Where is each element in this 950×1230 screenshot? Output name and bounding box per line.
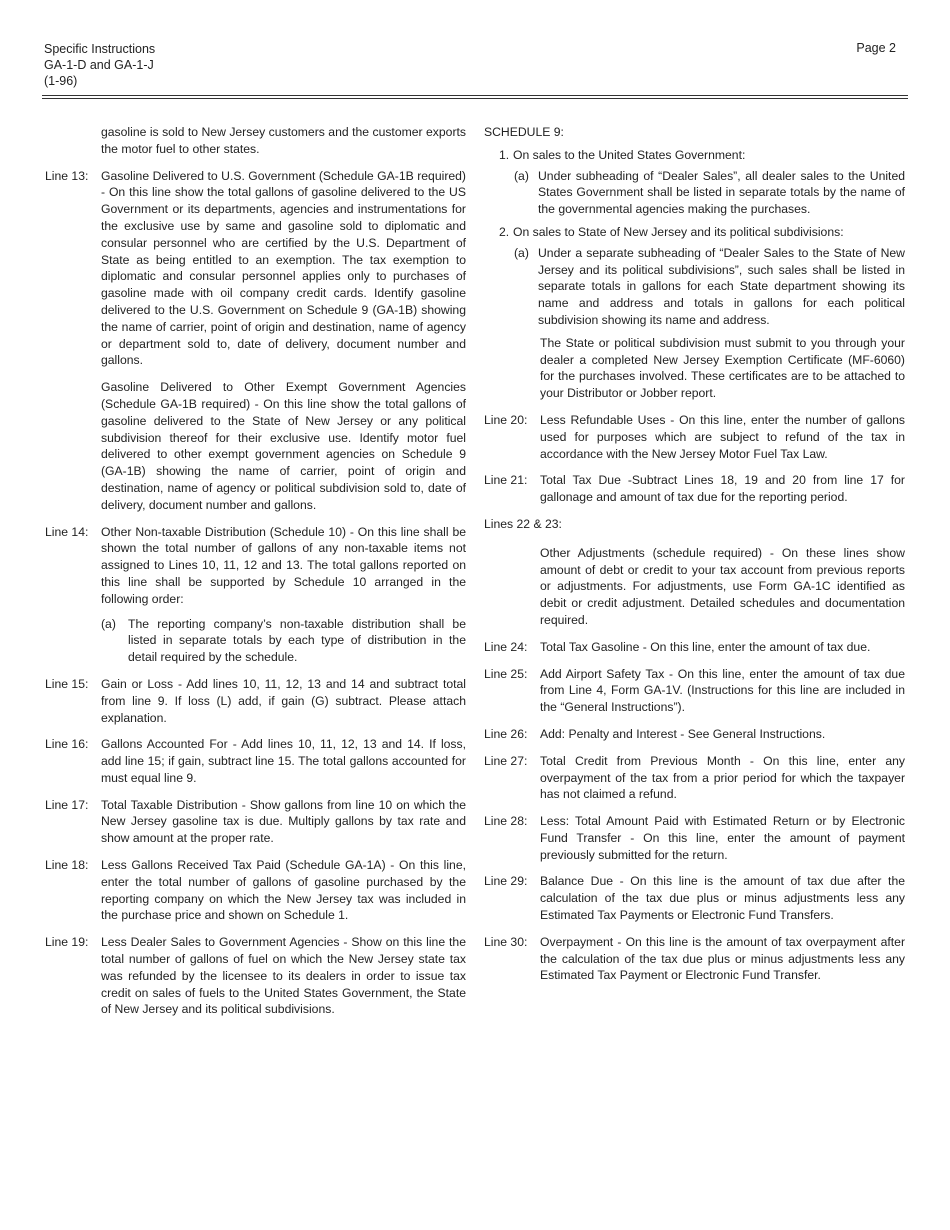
line-text: Gain or Loss - Add lines 10, 11, 12, 13 and 14 and subtract total from line 9. If loss (L) add, if gain (G) subtract. Please attach explanation. — [101, 676, 466, 725]
right-column — [484, 124, 905, 994]
line-label: Line 28: — [484, 814, 528, 829]
line-label: Line 30: — [484, 934, 528, 949]
line-21-entry — [484, 472, 905, 506]
sub-label: (a) — [514, 168, 529, 183]
line-label: Line 20: — [484, 412, 528, 427]
schedule-item-2 — [499, 224, 905, 241]
page-number: Page 2 — [856, 41, 896, 55]
item-text: On sales to the United States Government: — [513, 147, 746, 162]
line-label: Line 26: — [484, 726, 528, 741]
header-title: Specific Instructions — [44, 42, 156, 56]
line-label: Line 24: — [484, 639, 528, 654]
line-26-entry — [484, 726, 905, 743]
line-16-entry — [45, 736, 466, 786]
line-text: Add: Penalty and Interest - See General Instructions. — [540, 726, 826, 741]
line-text: Less Dealer Sales to Government Agencies - Show on this line the total number of gallons of fuel on which the New Jersey state tax was refunded by the licensee to its dealers in order to issue tax credit on sales of fuels to the United States Government, the State of New Jersey and its political subdivisions. — [101, 935, 466, 1017]
line-30-entry — [484, 934, 905, 984]
schedule-item-2-sub-a-continued: The State or political subdivision must submit to you through your dealer a completed New Jersey Exemption Certificate (MF-6060) for the purchases involved. These certificates are to be attached to your Distributor or Jobber report. — [540, 335, 905, 401]
line-15-entry — [45, 676, 466, 726]
schedule-item-2-sub-a — [514, 245, 905, 329]
line-17-entry — [45, 797, 466, 847]
item-number: 1. — [499, 147, 510, 162]
header-title-block — [44, 41, 155, 89]
line-label: Line 25: — [484, 666, 528, 681]
line-19-entry — [45, 934, 466, 1018]
line-text: Gasoline Delivered to U.S. Government (Schedule GA-1B required) - On this line show the total gallons of gasoline delivered to the US Government or its departments, agencies and instrumentations for the exclusive use by same and gasoline sold to diplomatic and consular personnel who are certified by the U.S. Department of State as being entitled to an exemption. The tax exemption to diplomatic and consular personnel applies only to purchases of gasoline made with oil company credit cards. Identify gasoline delivered to the U.S. Government on Schedule 9 (GA-1B) showing the name of carrier, point of origin and destination, name of agency or department sold to, date of delivery, document number and gallons. — [101, 168, 466, 368]
line-14-entry — [45, 524, 466, 666]
item-number: 2. — [499, 224, 510, 239]
line-label: Line 15: — [45, 676, 89, 691]
schedule-item-1 — [499, 147, 905, 164]
line-text: Total Tax Gasoline - On this line, enter the amount of tax due. — [540, 639, 871, 654]
header-divider-bottom — [42, 98, 908, 99]
line-text: Add Airport Safety Tax - On this line, enter the amount of tax due from Line 4, Form GA-1V. (Instructions for this line are included in the “General Instructions”). — [540, 666, 905, 715]
line-text: Other Non-taxable Distribution (Schedule 10) - On this line shall be shown the total number of gallons of any non-taxable items not assigned to Lines 10, 11, 12 and 13. The total gallons reported on this line shall be supported by Schedule 10 arranged in the following order: — [101, 524, 466, 606]
sub-label: (a) — [514, 245, 529, 260]
line-27-entry — [484, 753, 905, 803]
line-text: Less Gallons Received Tax Paid (Schedule GA-1A) - On this line, enter the total number of gallons of gasoline purchased by the reporting company on which the New Jersey tax was included in the purchase price and shown on Schedule 1. — [101, 858, 466, 923]
line-label: Line 16: — [45, 737, 89, 752]
header-revision: (1-96) — [44, 74, 78, 88]
schedule-9-heading: SCHEDULE 9: — [484, 125, 564, 139]
schedule-item-1-sub-a — [514, 168, 905, 218]
sub-text: Under subheading of “Dealer Sales”, all dealer sales to the United States Government shall be listed in separate totals by the name of the governmental agencies making the purchases. — [538, 168, 905, 217]
line-18-entry — [45, 857, 466, 924]
lines-22-23-label: Lines 22 & 23: — [484, 516, 562, 531]
line-28-entry — [484, 813, 905, 863]
line-label: Line 27: — [484, 753, 528, 768]
item-text: On sales to State of New Jersey and its political subdivisions: — [513, 224, 844, 239]
line-label: Line 19: — [45, 935, 89, 950]
line-13-entry — [45, 168, 466, 370]
line-label: Line 14: — [45, 524, 89, 539]
header-form-ids: GA-1-D and GA-1-J — [44, 58, 154, 72]
line-label: Line 29: — [484, 874, 528, 889]
line-25-entry — [484, 666, 905, 716]
line-label: Line 21: — [484, 473, 528, 488]
line-text: Total Taxable Distribution - Show gallons from line 10 on which the New Jersey gasoline tax is due. Multiply gallons by tax rate and show amount at the proper rate. — [101, 797, 466, 846]
line-label: Line 18: — [45, 858, 89, 873]
line-14-sub-a — [101, 616, 466, 666]
sub-label: (a) — [101, 616, 116, 631]
line-label: Line 13: — [45, 168, 89, 183]
line-text: Balance Due - On this line is the amount of tax due after the calculation of the tax due plus or minus adjustments less any Estimated Tax Payments or Electronic Fund Transfers. — [540, 874, 905, 923]
sub-text: Under a separate subheading of “Dealer Sales to the State of New Jersey and its political subdivisions”, such sales shall be listed in separate totals in gallons for each State department showing its name and address and totals in gallons for each political subdivision showing its name and address. — [538, 245, 905, 327]
line-24-entry — [484, 639, 905, 656]
line-text: Less Refundable Uses - On this line, enter the number of gallons used for purposes which are subject to refund of the tax in accordance with the New Jersey Motor Fuel Tax Law. — [540, 412, 905, 461]
header-divider-top — [42, 95, 908, 96]
line-text: Less: Total Amount Paid with Estimated Return or by Electronic Fund Transfer - On this line, enter the amount of payment previously submitted for the return. — [540, 814, 905, 862]
line-text: Total Credit from Previous Month - On this line, enter any overpayment of the tax from a prior period for which the taxpayer has not claimed a refund. — [540, 753, 905, 802]
line-text: Overpayment - On this line is the amount of tax overpayment after the calculation of the tax due plus or minus adjustments less any Estimated Tax Payment or Electronic Fund Transfer. — [540, 934, 905, 983]
line-29-entry — [484, 873, 905, 923]
lines-22-23-text: Other Adjustments (schedule required) - On these lines show amount of debt or credit to your tax account from previous reports or adjustments. For adjustments, use Form GA-1C identified as debit or credit adjustment. Detailed schedules and documentation required. — [540, 545, 905, 627]
left-column — [45, 124, 466, 1028]
line-20-entry — [484, 412, 905, 462]
line-13-paragraph-2: Gasoline Delivered to Other Exempt Government Agencies (Schedule GA-1B required) - On this line show the total gallons of gasoline delivered to the State of New Jersey or any political subdivision thereof for their exclusive use. Identify motor fuel delivered to other exempt government agencies on Schedule 9 (GA-1B) showing the name of carrier, point of origin and destination, name of agency or political subdivision sold to, date of delivery, document number and gallons. — [101, 380, 466, 512]
line-text: Total Tax Due -Subtract Lines 18, 19 and 20 from line 17 for gallonage and amount of tax due for the reporting period. — [540, 473, 905, 505]
continued-paragraph: gasoline is sold to New Jersey customers and the customer exports the motor fuel to other states. — [101, 125, 466, 156]
line-label: Line 17: — [45, 797, 89, 812]
line-text: Gallons Accounted For - Add lines 10, 11, 12, 13 and 14. If loss, add line 15; if gain, subtract line 15. The total gallons accounted for must equal line 9. — [101, 737, 466, 785]
sub-text: The reporting company’s non-taxable distribution shall be listed in separate totals by each type of distribution in the detail required by the schedule. — [128, 616, 466, 665]
